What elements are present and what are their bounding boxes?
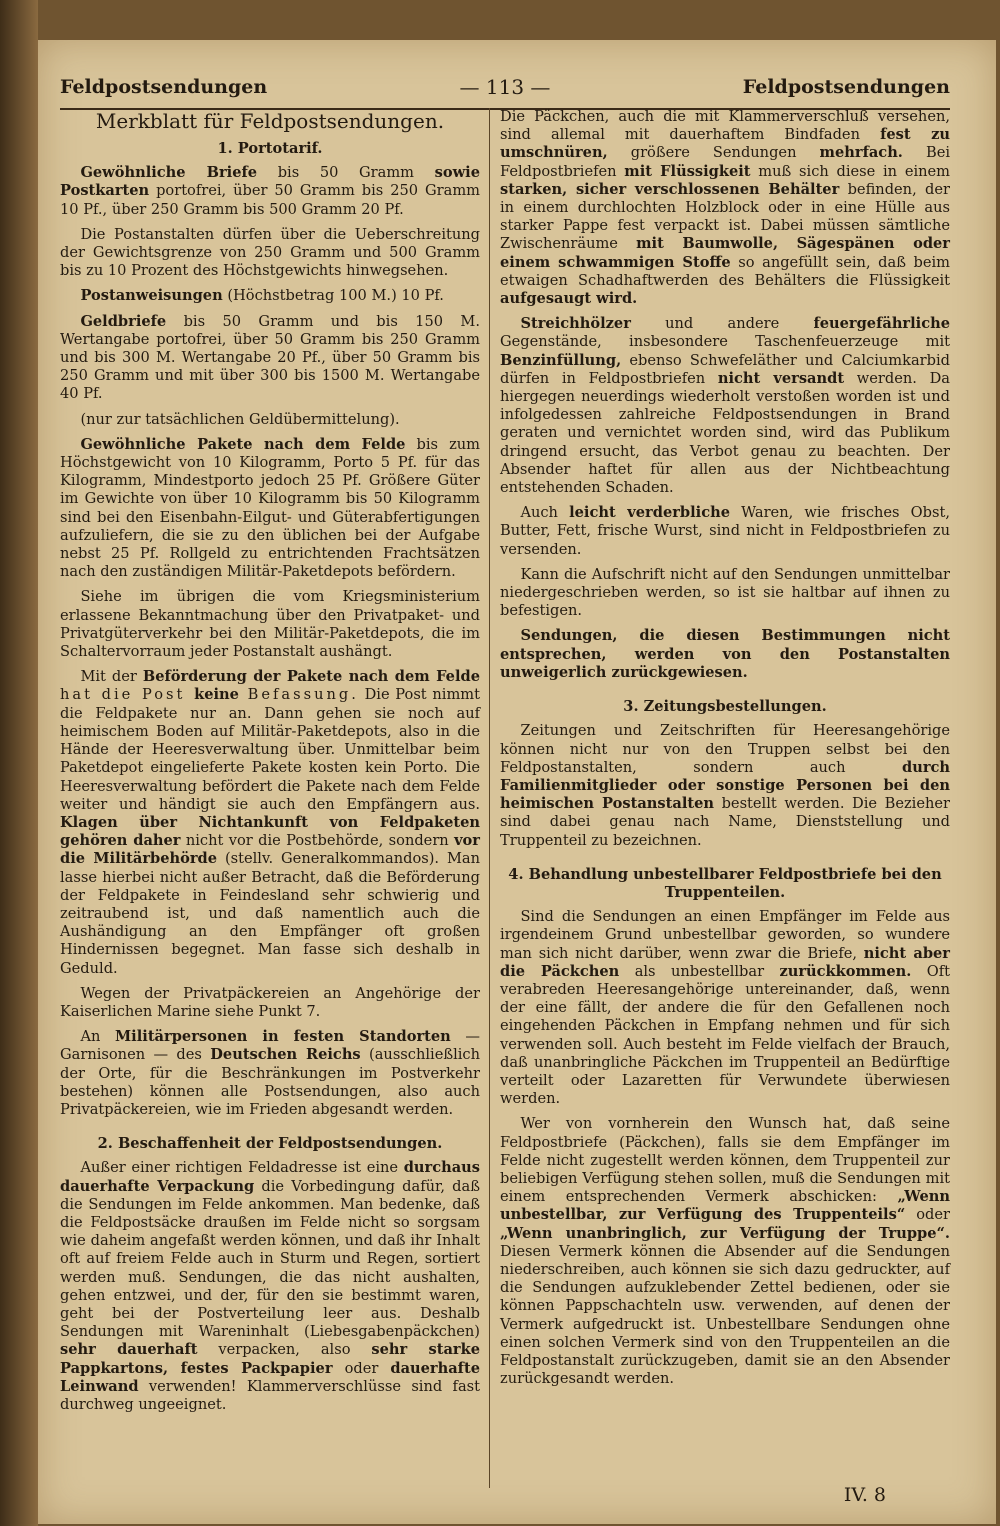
paragraph: Auch leicht verderbliche Waren, wie frisches Obst, Butter, Fett, frische Wurst, sind nicht in Feldpostbriefen zu versenden.	[500, 504, 950, 558]
paragraph: Zeitungen und Zeitschriften für Heeresangehörige können nicht nur von den Truppen selbst bei den Feldpostanstalten, sondern auch durch Familienmitglieder oder sonstige Personen bei den heimischen Postanstalten bestellt werden. Die Bezieher sind dabei genau nach Name, Dienststellung und Truppenteil zu bezeichnen.	[500, 722, 951, 849]
paragraph: Wegen der Privatpäckereien an Angehörige der Kaiserlichen Marine siehe Punkt 7.	[60, 984, 480, 1020]
section-1-heading: 1. Portotarif.	[217, 140, 323, 157]
paragraph: Außer einer richtigen Feldadresse ist eine durchaus dauerhafte Verpackung die Vorbedingung dafür, daß die Sendungen im Felde ankommen. Man bedenke, daß die Feldpostsäcke draußen im Felde nicht so sorgsam wie daheim angefaßt werden können, und daß ihr Inhalt oft auf freiem Felde auch in Sturm und Regen, sortiert werden muß. Sendungen, die das nicht aushalten, gehen entzwei, und der, für den sie bestimmt waren, geht bei der Postverteilung leer aus. Deshalb Sendungen mit Wareninhalt (Liebesgabenpäckchen) sehr dauerhaft verpacken, also sehr starke Pappkartons, festes Packpapier oder dauerhafte Leinwand verwenden! Klammerverschlüsse sind fast durchweg ungeeignet.	[60, 1159, 481, 1413]
paragraph: Streichhölzer und andere feuergefährliche Gegenstände, insbesondere Taschenfeuerzeuge mit Benzinfüllung, ebenso Schwefeläther und Calciumkarbid dürfen in Feldpostbriefen nicht versandt werden. Da hiergegen neuerdings wiederholt verstoßen worden ist und infolgedessen zahlreiche Feldpostsendungen in Brand geraten und vernichtet worden sind, wird das Publikum dringend ersucht, das Verbot genau zu beachten. Der Absender haftet für allen aus der Nichtbeachtung entstehenden Schaden.	[500, 315, 950, 497]
paragraph: Wer von vornherein den Wunsch hat, daß seine Feldpostbriefe (Päckchen), falls sie dem Empfänger im Felde nicht zugestellt werden können, dem Truppenteil zur beliebigen Verfügung stehen sollen, muß die Sendungen mit einem entsprechenden Vermerk abschicken: „Wenn unbestellbar, zur Verfügung des Truppenteils“ oder „Wenn unanbringlich, zur Verfügung der Truppe“. Diesen Vermerk können die Absender auf die Sendungen niederschreiben, auch können sie sich dazu gedruckter, auf die Sendungen aufzuklebender Zettel bedienen, oder sie können Pappschachteln usw. verwenden, auf denen der Vermerk aufgedruckt ist. Unbestellbare Sendungen ohne einen solchen Vermerk sind von den Truppenteilen an die Feldpostanstalt zurückzugeben, damit sie an den Absender zurückgesandt werden.	[500, 1115, 950, 1388]
paragraph: Die Postanstalten dürfen über die Ueberschreitung der Gewichtsgrenze von 250 Gramm und 500 Gramm bis zu 10 Prozent des Höchstgewichts hinwegsehen.	[60, 225, 480, 280]
header-right: Feldpostsendungen	[742, 76, 950, 98]
section-2-heading: 2. Beschaffenheit der Feldpostsendungen.	[97, 1135, 443, 1153]
book-gutter	[0, 0, 38, 1526]
paragraph: Gewöhnliche Briefe bis 50 Gramm sowie Postkarten portofrei, über 50 Gramm bis 250 Gramm 10 Pf., über 250 Gramm bis 500 Gramm 20 Pf.	[60, 164, 480, 218]
section-3-heading: 3. Zeitungsbestellungen.	[623, 698, 827, 716]
running-header	[60, 70, 950, 110]
paragraph: Sind die Sendungen an einen Empfänger im Felde aus irgendeinem Grund unbestellbar geworden, so wundere man sich nicht darüber, wenn zwar die Briefe, nicht aber die Päckchen als unbestellbar zurückkommen. Oft verabreden Heeresangehörige untereinander, daß, wenn der eine fällt, der andere die für den Gefallenen noch eingehenden Päckchen in Empfang nehmen und für sich verwenden soll. Auch besteht im Felde vielfach der Brauch, daß unanbringliche Päckchen im Truppenteil an Bedürftige verteilt oder Lazaretten für Verwundete überwiesen werden.	[500, 908, 950, 1108]
paragraph: (nur zur tatsächlichen Geldübermittelung).	[80, 410, 400, 428]
paragraph: Gewöhnliche Pakete nach dem Felde bis zum Höchstgewicht von 10 Kilogramm, Porto 5 Pf. für das Kilogramm, Mindestporto jedoch 25 Pf. Größere Güter im Gewichte von über 10 Kilogramm bis 50 Kilogramm sind bei den Eisenbahn-Eilgut- und Güterabfertigungen aufzuliefern, die sie zu den üblichen bei der Aufgabe nebst 25 Pf. Rollgeld zu entrichtenden Frachtsätzen nach den zuständigen Militär-Paketdepots befördern.	[60, 435, 481, 581]
document-title: Merkblatt für Feldpostsendungen.	[95, 109, 445, 133]
paragraph: Sendungen, die diesen Bestimmungen nicht entsprechen, werden von den Postanstalten unweigerlich zurückgewiesen.	[500, 627, 950, 681]
paragraph: Mit der Beförderung der Pakete nach dem Felde hat die Post keine Befassung. Die Post nimmt die Feldpakete nur an. Dann gehen sie noch auf heimischem Boden auf Militär-Paketdepots, also in die Hände der Heeresverwaltung über. Unmittelbar beim Paketdepot eingelieferte Pakete kosten kein Porto. Die Heeresverwaltung befördert die Pakete nach dem Felde weiter und händigt sie auch den Empfängern aus. Klagen über Nichtankunft von Feldpaketen gehören daher nicht vor die Postbehörde, sondern vor die Militärbehörde (stellv. Generalkommandos). Man lasse hierbei nicht außer Betracht, daß die Beförderung der Feldpakete in Feindesland sehr schwierig und zeitraubend ist, und daß namentlich auch die Aushändigung an den Empfänger oft großen Hindernissen begegnet. Man fasse sich deshalb in Geduld.	[60, 668, 480, 977]
paragraph: Die Päckchen, auch die mit Klammerverschluß versehen, sind allemal mit dauerhaftem Bindfaden fest zu umschnüren, größere Sendungen mehrfach. Bei Feldpostbriefen mit Flüssigkeit muß sich diese in einem starken, sicher verschlossenen Behälter befinden, der in einem durchlochten Holzblock oder in eine Hülle aus starker Pappe fest verpackt ist. Dabei müssen sämtliche Zwischenräume mit Baumwolle, Sägespänen oder einem schwammigen Stoffe so angefüllt sein, daß beim etwaigen Schadhaftwerden des Behälters die Flüssigkeit aufgesaugt wird.	[500, 108, 951, 308]
left-column	[60, 108, 480, 1421]
column-divider	[489, 108, 490, 1488]
right-column	[500, 108, 950, 1395]
paragraph: An Militärpersonen in festen Standorten — Garnisonen — des Deutschen Reichs (ausschließlich der Orte, für die Beschränkungen im Postverkehr bestehen) können alle Postsendungen, also auch Privatpäckereien, wie im Frieden abgesandt werden.	[60, 1028, 481, 1118]
page-number: — 113 —	[459, 75, 551, 99]
paragraph: Geldbriefe bis 50 Gramm und bis 150 M. Wertangabe portofrei, über 50 Gramm bis 250 Gramm und bis 300 M. Wertangabe 20 Pf., über 50 Gramm bis 250 Gramm und mit über 300 bis 1500 M. Wertangabe 40 Pf.	[60, 312, 480, 403]
header-left: Feldpostsendungen	[60, 76, 268, 98]
section-4-heading: 4. Behandlung unbestellbarer Feldpostbriefe bei den Truppenteilen.	[508, 865, 942, 901]
document-page	[38, 40, 996, 1524]
paragraph: Siehe im übrigen die vom Kriegsministerium erlassene Bekanntmachung über den Privatpaket- und Privatgüterverkehr bei den Militär-Paketdepots, die im Schaltervorraum jeder Postanstalt aushängt.	[60, 588, 480, 661]
signature-mark: IV. 8	[843, 1484, 886, 1506]
paragraph: Kann die Aufschrift nicht auf den Sendungen unmittelbar niedergeschrieben werden, so ist sie haltbar auf ihnen zu befestigen.	[500, 565, 950, 620]
paragraph: Postanweisungen (Höchstbetrag 100 M.) 10 Pf.	[80, 287, 444, 305]
